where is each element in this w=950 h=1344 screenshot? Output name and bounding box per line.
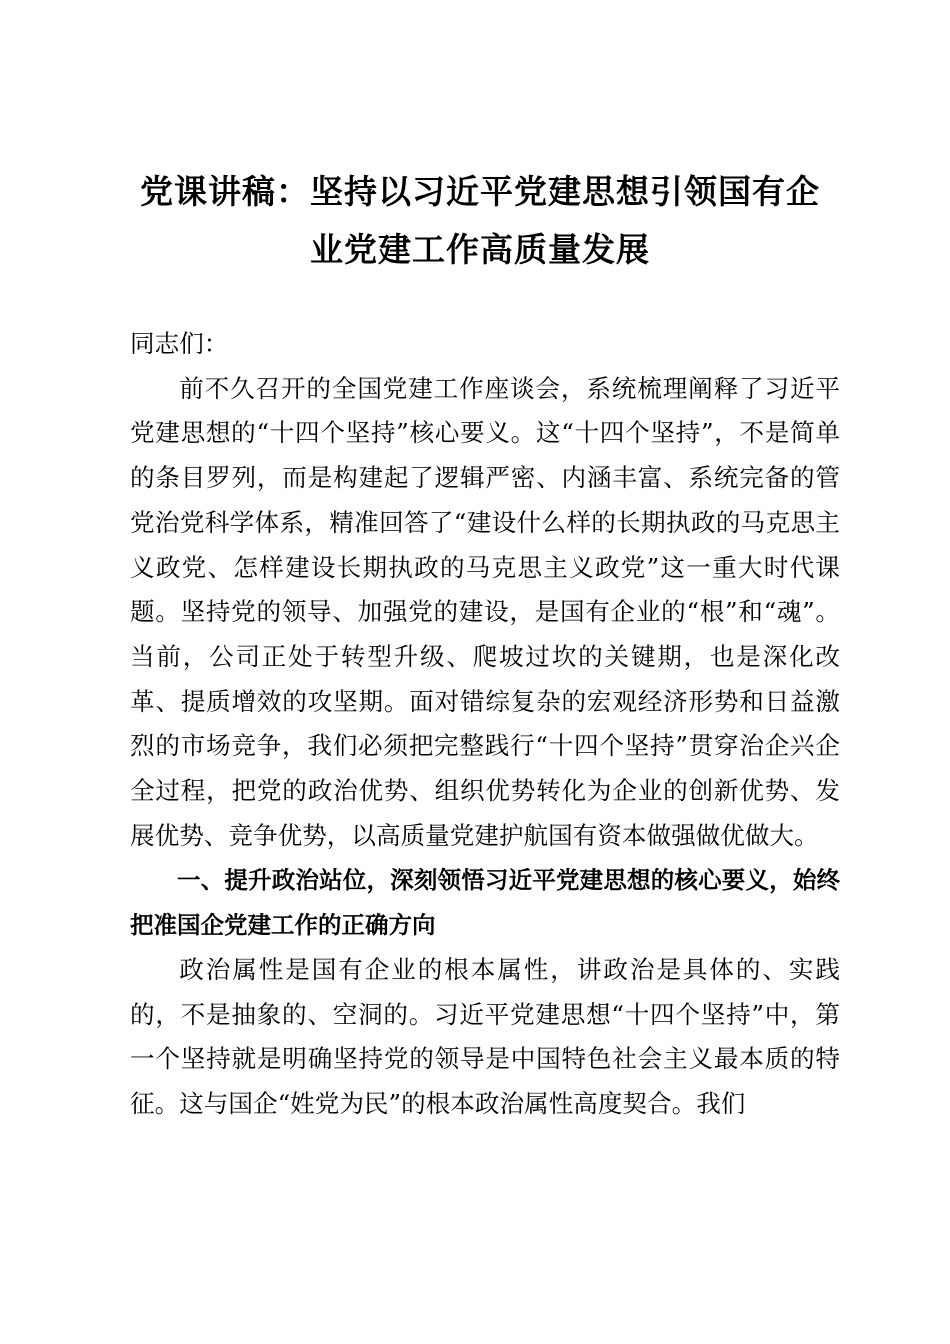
document-title — [120, 163, 840, 279]
title-line-1: 党课讲稿：坚持以习近平党建思想引领国有企 — [140, 172, 820, 211]
paragraph-intro: 前不久召开的全国党建工作座谈会，系统梳理阐释了习近平党建思想的“十四个坚持”核心要义。这“十四个坚持”，不是简单的条目罗列，而是构建起了逻辑严密、内涵丰富、系统完备的管党治党科学体系，精准回答了“建设什么样的长期执政的马克思主义政党、怎样建设长期执政的马克思主义政党”这一重大时代课题。坚持党的领导、加强党的建设，是国有企业的“根”和“魂”。当前，公司正处于转型升级、爬坡过坎的关键期，也是深化改革、提质增效的攻坚期。面对错综复杂的宏观经济形势和日益激烈的市场竞争，我们必须把完整践行“十四个坚持”贯穿治企兴企全过程，把党的政治优势、组织优势转化为企业的创新优势、发展优势、竞争优势，以高质量党建护航国有资本做强做优做大。 — [130, 373, 840, 850]
document-body — [130, 322, 840, 1127]
paragraph-section-1: 政治属性是国有企业的根本属性，讲政治是具体的、实践的，不是抽象的、空洞的。习近平党建思想“十四个坚持”中，第一个坚持就是明确坚持党的领导是中国特色社会主义最本质的特征。这与国企“姓党为民”的根本政治属性高度契合。我们 — [130, 954, 840, 1118]
title-line-2: 业党建工作高质量发展 — [310, 230, 650, 269]
salutation: 同志们： — [130, 329, 229, 358]
section-heading-1: 一、提升政治站位，深刻领悟习近平党建思想的核心要义，始终把准国企党建工作的正确方向 — [130, 866, 840, 940]
